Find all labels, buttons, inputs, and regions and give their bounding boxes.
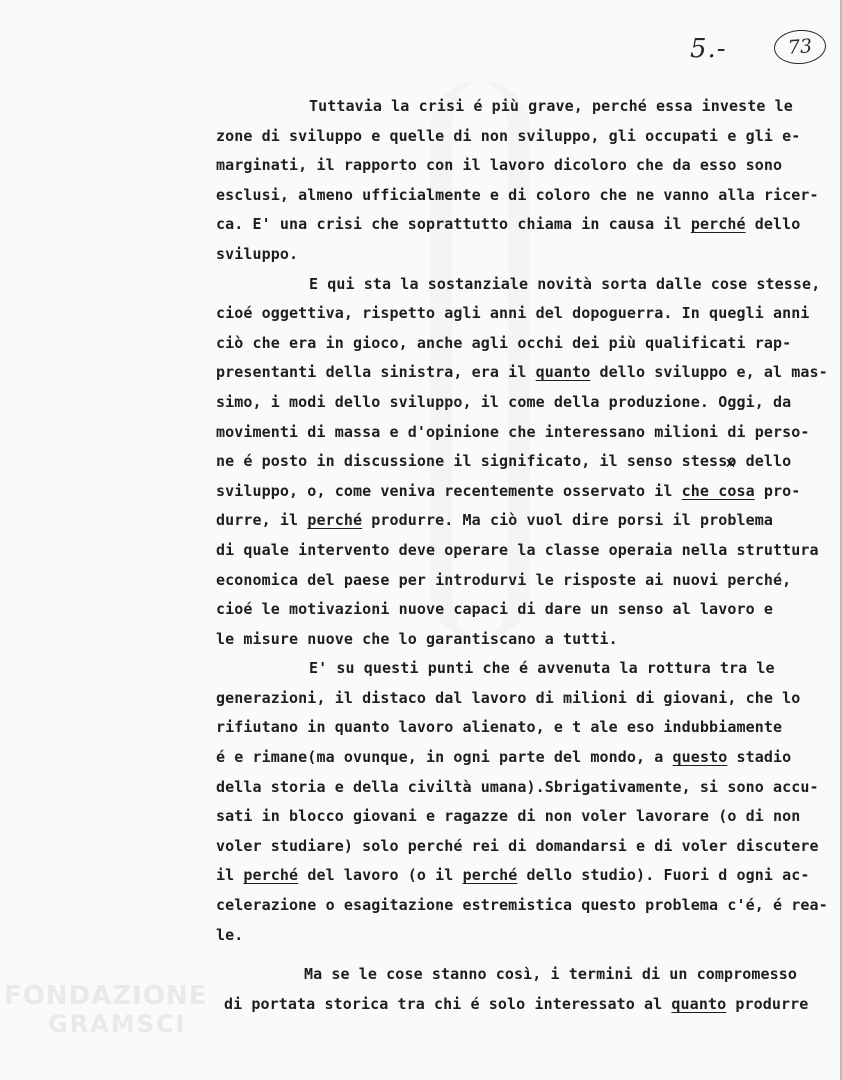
text-line: il perché del lavoro (o il perché dello studio). Fuori d ogni ac- bbox=[216, 866, 810, 885]
text-line: le. bbox=[216, 925, 244, 944]
underlined-word: quanto bbox=[671, 994, 727, 1013]
underlined-word: questo bbox=[672, 748, 728, 767]
text-line: sviluppo. bbox=[216, 244, 299, 263]
text-line: esclusi, almeno ufficialmente e di coloro che ne vanno alla ricer- bbox=[216, 185, 819, 204]
page-number: 5.- bbox=[690, 34, 727, 64]
text-line: cioé le motivazioni nuove capaci di dare un senso al lavoro e bbox=[216, 600, 773, 619]
folio-number-circled: 73 bbox=[773, 28, 827, 66]
underlined-word: perché bbox=[307, 511, 363, 530]
text-line: di portata storica tra chi é solo interessato al quanto produrre bbox=[224, 994, 809, 1013]
text-line: celerazione o esagitazione estremistica questo problema c'é, é rea- bbox=[216, 896, 828, 915]
text-line: durre, il perché produrre. Ma ciò vuol dire porsi il problema bbox=[216, 511, 773, 530]
underlined-word: quanto bbox=[535, 363, 591, 382]
text-line: E' su questi punti che é avvenuta la rottura tra le bbox=[309, 659, 775, 678]
text-line: rifiutano in quanto lavoro alienato, e t ale eso indubbiamente bbox=[216, 718, 783, 737]
text-line: generazioni, il distaco dal lavoro di milioni di giovani, che lo bbox=[216, 688, 801, 707]
text-line: Tuttavia la crisi é più grave, perché essa investe le bbox=[309, 97, 793, 115]
text-line: movimenti di massa e d'opinione che interessano milioni di perso- bbox=[216, 422, 810, 441]
text-line: marginati, il rapporto con il lavoro dicoloro che da esso sono bbox=[216, 156, 783, 175]
crossed-out-letter: o ✕ bbox=[727, 452, 736, 470]
text-line: E qui sta la sostanziale novità sorta dalle cose stesse, bbox=[309, 274, 821, 293]
text-line: Ma se le cose stanno così, i termini di un compromesso bbox=[304, 965, 798, 984]
text-line: di quale intervento deve operare la classe operaia nella struttura bbox=[216, 540, 819, 559]
text-line: ciò che era in gioco, anche agli occhi dei più qualificati rap- bbox=[216, 333, 792, 352]
text-line: della storia e della civiltà umana).Sbrigativamente, si sono accu- bbox=[216, 777, 819, 796]
text-line: zone di sviluppo e quelle di non sviluppo, gli occupati e gli e- bbox=[216, 126, 801, 145]
underlined-word: perché bbox=[462, 866, 518, 885]
text-line: economica del paese per introdurvi le risposte ai nuovi perché, bbox=[216, 570, 792, 589]
text-line: voler studiare) solo perché rei di domandarsi e di voler discutere bbox=[216, 836, 819, 855]
text-line: sviluppo, o, come veniva recentemente osservato il che cosa pro- bbox=[216, 481, 801, 500]
text-line: simo, i modi dello sviluppo, il come della produzione. Oggi, da bbox=[216, 392, 792, 411]
underlined-word: perché bbox=[690, 215, 746, 234]
archive-watermark: FONDAZIONE GRAMSCI bbox=[4, 981, 208, 1038]
text-line: le misure nuove che lo garantiscano a tutti. bbox=[216, 629, 618, 648]
underlined-word: perché bbox=[243, 866, 299, 885]
text-line: cioé oggettiva, rispetto agli anni del dopoguerra. In quegli anni bbox=[216, 304, 810, 323]
underlined-word: che cosa bbox=[681, 481, 755, 500]
text-line: ca. E' una crisi che soprattutto chiama in causa il perché dello bbox=[216, 215, 801, 234]
text-line: sati in blocco giovani e ragazze di non voler lavorare (o di non bbox=[216, 807, 801, 826]
text-line: presentanti della sinistra, era il quanto dello sviluppo e, al mas- bbox=[216, 363, 828, 382]
text-line: é e rimane(ma ovunque, in ogni parte del mondo, a questo stadio bbox=[216, 748, 792, 767]
text-line: ne é posto in discussione il significato, il senso stesso ✕ dello bbox=[216, 447, 806, 477]
typed-text-body bbox=[216, 92, 828, 1019]
